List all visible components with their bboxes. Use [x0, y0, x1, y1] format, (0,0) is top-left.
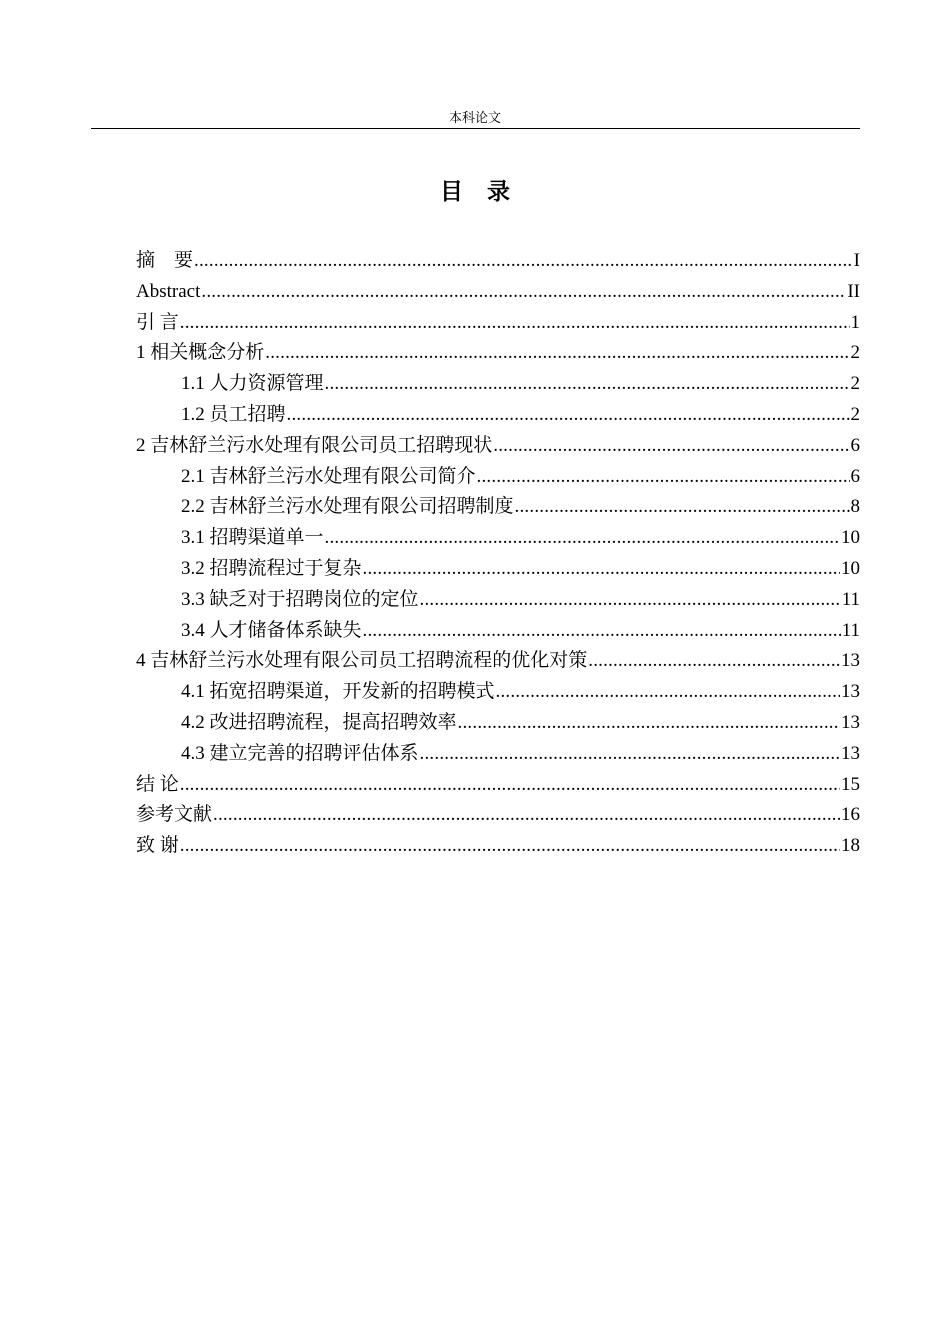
toc-entry-page-number: 2: [850, 373, 860, 395]
toc-entry[interactable]: [136, 554, 860, 585]
toc-entry[interactable]: [136, 677, 860, 708]
toc-entry-page-number: 18: [841, 835, 860, 857]
toc-entry-label: 3.1 招聘渠道单一: [181, 527, 324, 549]
toc-entry-label: 4.2 改进招聘流程，提高招聘效率: [181, 711, 457, 733]
toc-entry-page-number: 13: [841, 650, 860, 672]
dot-leader: [420, 585, 841, 616]
dot-leader: [493, 431, 849, 462]
dot-leader: [496, 677, 840, 708]
toc-entry[interactable]: [136, 462, 860, 493]
toc-entry[interactable]: [136, 338, 860, 369]
dot-leader: [458, 708, 840, 739]
toc-entry[interactable]: [136, 400, 860, 431]
toc-entry-page-number: 13: [841, 681, 860, 703]
dot-leader: [265, 338, 849, 369]
dot-leader: [180, 770, 840, 801]
toc-entry-label: 3.2 招聘流程过于复杂: [181, 557, 362, 579]
toc-entry-label: 结 论: [136, 773, 179, 795]
toc-entry-page-number: I: [853, 250, 860, 271]
table-of-contents: [136, 246, 860, 862]
dot-leader: [213, 800, 840, 831]
toc-entry-page-number: 6: [850, 465, 860, 487]
toc-entry-label: 摘 要: [136, 250, 194, 271]
toc-entry-label: 1 相关概念分析: [136, 342, 265, 364]
toc-entry[interactable]: [136, 277, 860, 308]
toc-entry[interactable]: [136, 770, 860, 801]
toc-entry-label: 2 吉林舒兰污水处理有限公司员工招聘现状: [136, 434, 493, 456]
dot-leader: [194, 246, 853, 277]
toc-entry-page-number: 15: [841, 773, 860, 795]
toc-entry[interactable]: [136, 708, 860, 739]
toc-entry[interactable]: [136, 616, 860, 647]
toc-entry-label: 2.1 吉林舒兰污水处理有限公司简介: [181, 465, 476, 487]
toc-entry-page-number: 10: [841, 557, 860, 579]
running-header: 本科论文: [448, 110, 501, 125]
toc-entry-label: 致 谢: [136, 835, 179, 857]
toc-entry[interactable]: [136, 431, 860, 462]
toc-entry[interactable]: [136, 308, 860, 339]
toc-entry-page-number: 11: [841, 588, 860, 610]
dot-leader: [363, 616, 841, 647]
toc-title: 目录: [440, 179, 534, 205]
toc-entry-label: 3.3 缺乏对于招聘岗位的定位: [181, 588, 419, 610]
dot-leader: [201, 277, 846, 308]
dot-leader: [325, 369, 850, 400]
dot-leader: [325, 523, 840, 554]
toc-entry[interactable]: [136, 585, 860, 616]
dot-leader: [363, 554, 840, 585]
toc-entry-label: 1.1 人力资源管理: [181, 373, 324, 395]
toc-entry[interactable]: [136, 739, 860, 770]
toc-entry-page-number: 8: [850, 496, 860, 518]
dot-leader: [180, 831, 840, 862]
toc-entry[interactable]: [136, 492, 860, 523]
toc-entry-page-number: 11: [841, 619, 860, 641]
toc-entry-page-number: 6: [850, 434, 860, 456]
toc-entry-page-number: 2: [850, 403, 860, 425]
toc-entry-page-number: 13: [841, 711, 860, 733]
toc-entry-label: 4.3 建立完善的招聘评估体系: [181, 742, 419, 764]
toc-entry-label: 引 言: [136, 311, 179, 333]
toc-entry[interactable]: [136, 246, 860, 277]
toc-entry-label: 1.2 员工招聘: [181, 403, 286, 425]
toc-entry-page-number: 16: [841, 804, 860, 826]
toc-entry-page-number: 1: [850, 311, 860, 333]
toc-entry-label: 3.4 人才储备体系缺失: [181, 619, 362, 641]
toc-entry-label: 参考文献: [136, 804, 213, 826]
toc-entry-label: 4.1 拓宽招聘渠道，开发新的招聘模式: [181, 681, 495, 703]
toc-entry[interactable]: [136, 831, 860, 862]
toc-entry[interactable]: [136, 369, 860, 400]
dot-leader: [477, 462, 850, 493]
toc-entry[interactable]: [136, 800, 860, 831]
toc-entry-page-number: 2: [850, 342, 860, 364]
toc-entry[interactable]: [136, 523, 860, 554]
dot-leader: [588, 646, 840, 677]
toc-entry-page-number: II: [847, 280, 860, 302]
dot-leader: [180, 308, 850, 339]
toc-entry-page-number: 10: [841, 527, 860, 549]
toc-entry-label: Abstract: [136, 280, 201, 302]
dot-leader: [515, 492, 850, 523]
toc-entry-label: 4 吉林舒兰污水处理有限公司员工招聘流程的优化对策: [136, 650, 588, 672]
header-rule: [91, 128, 860, 129]
dot-leader: [420, 739, 840, 770]
dot-leader: [287, 400, 850, 431]
toc-entry-label: 2.2 吉林舒兰污水处理有限公司招聘制度: [181, 496, 514, 518]
toc-entry-page-number: 13: [841, 742, 860, 764]
toc-entry[interactable]: [136, 646, 860, 677]
